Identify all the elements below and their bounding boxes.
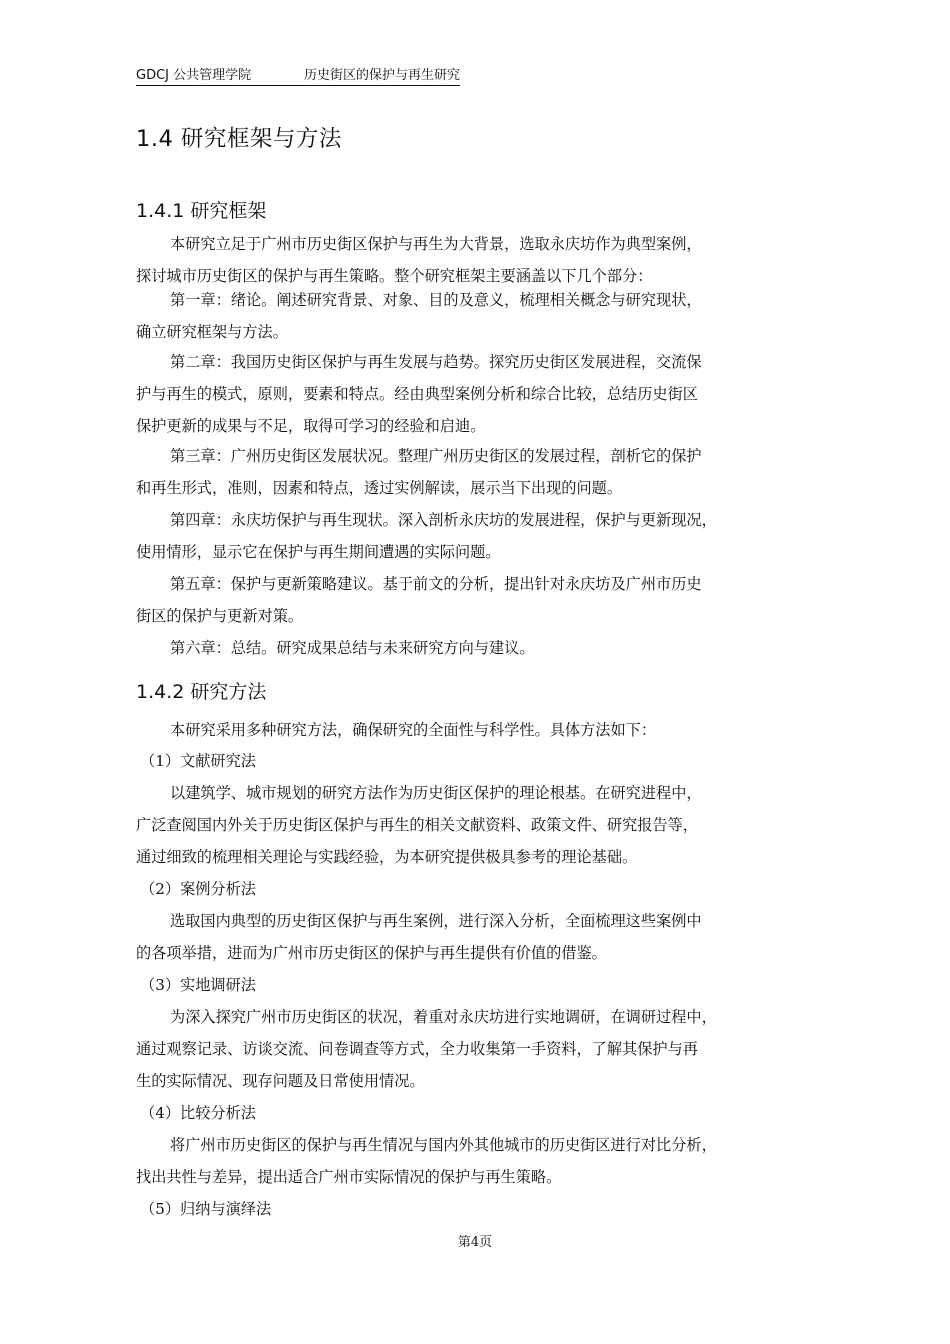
text-line: 第一章：绪论。阐述研究背景、对象、目的及意义，梳理相关概念与研究现状， [170,291,702,309]
text-line: 广泛查阅国内外关于历史街区保护与再生的相关文献资料、政策文件、研究报告等， [136,816,698,834]
text-line: 通过观察记录、访谈交流、问卷调查等方式，全力收集第一手资料，了解其保护与再 [136,1040,698,1058]
paragraph [136,346,856,442]
text-line: 本研究立足于广州市历史街区保护与再生为大背景，选取永庆坊作为典型案例， [170,235,702,253]
paragraph [136,905,856,969]
text-line: 探讨城市历史街区的保护与再生策略。整个研究框架主要涵盖以下几个部分： [136,267,653,285]
method-label: （4）比较分析法 [140,1104,256,1122]
text-line: 第四章：永庆坊保护与再生现状。深入剖析永庆坊的发展进程，保护与更新现况， [170,511,717,529]
paragraph [136,1129,856,1193]
running-header [136,68,460,86]
method-label: （1）文献研究法 [140,752,256,770]
paragraph [136,440,856,504]
paragraph [136,228,856,292]
text-line: 护与再生的模式，原则，要素和特点。经由典型案例分析和综合比较，总结历史街区 [136,385,698,403]
text-line: 确立研究框架与方法。 [136,323,288,341]
method-label: （5）归纳与演绎法 [140,1200,272,1218]
text-line: 第五章：保护与更新策略建议。基于前文的分析，提出针对永庆坊及广州市历史 [170,575,702,593]
header-thesis-title: 历史街区的保护与再生研究 [304,68,460,86]
text-line: 第三章：广州历史街区发展状况。整理广州历史街区的发展过程，剖析它的保护 [170,447,702,465]
header-institution: GDCJ 公共管理学院 [136,68,304,86]
text-line: 以建筑学、城市规划的研究方法作为历史街区保护的理论根基。在研究进程中， [170,784,702,802]
text-line: 保护更新的成果与不足，取得可学习的经验和启迪。 [136,417,486,435]
text-line: 第六章：总结。研究成果总结与未来研究方向与建议。 [170,639,535,657]
paragraph [136,777,856,873]
paragraph [136,714,856,746]
text-line: 使用情形，显示它在保护与再生期间遭遇的实际问题。 [136,543,501,561]
text-line: 将广州市历史街区的保护与再生情况与国内外其他城市的历史街区进行对比分析， [170,1136,717,1154]
section-title: 1.4 研究框架与方法 [136,126,342,152]
method-label: （2）案例分析法 [140,880,256,898]
text-line: 通过细致的梳理相关理论与实践经验，为本研究提供极具参考的理论基础。 [136,848,638,866]
text-line: 的各项举措，进而为广州市历史街区的保护与再生提供有价值的借鉴。 [136,944,607,962]
text-line: 本研究采用多种研究方法，确保研究的全面性与科学性。具体方法如下： [170,721,656,739]
text-line: 第二章：我国历史街区保护与再生发展与趋势。探究历史街区发展进程，交流保 [170,353,702,371]
text-line: 生的实际情况、现存问题及日常使用情况。 [136,1072,425,1090]
method-label: （3）实地调研法 [140,976,256,994]
text-line: 找出共性与差异，提出适合广州市实际情况的保护与再生策略。 [136,1168,562,1186]
subsection-heading-methods: 1.4.2 研究方法 [136,681,267,703]
subsection-heading-framework: 1.4.1 研究框架 [136,200,267,222]
paragraph [136,504,856,568]
paragraph [136,632,856,664]
paragraph [136,568,856,632]
text-line: 为深入探究广州市历史街区的状况，着重对永庆坊进行实地调研，在调研过程中， [170,1008,717,1026]
text-line: 选取国内典型的历史街区保护与再生案例，进行深入分析，全面梳理这些案例中 [170,912,702,930]
paragraph [136,1001,856,1097]
page-number: 第4页 [457,1235,493,1250]
text-line: 街区的保护与更新对策。 [136,607,304,625]
paragraph [136,284,856,348]
text-line: 和再生形式，准则，因素和特点，透过实例解读，展示当下出现的问题。 [136,479,622,497]
